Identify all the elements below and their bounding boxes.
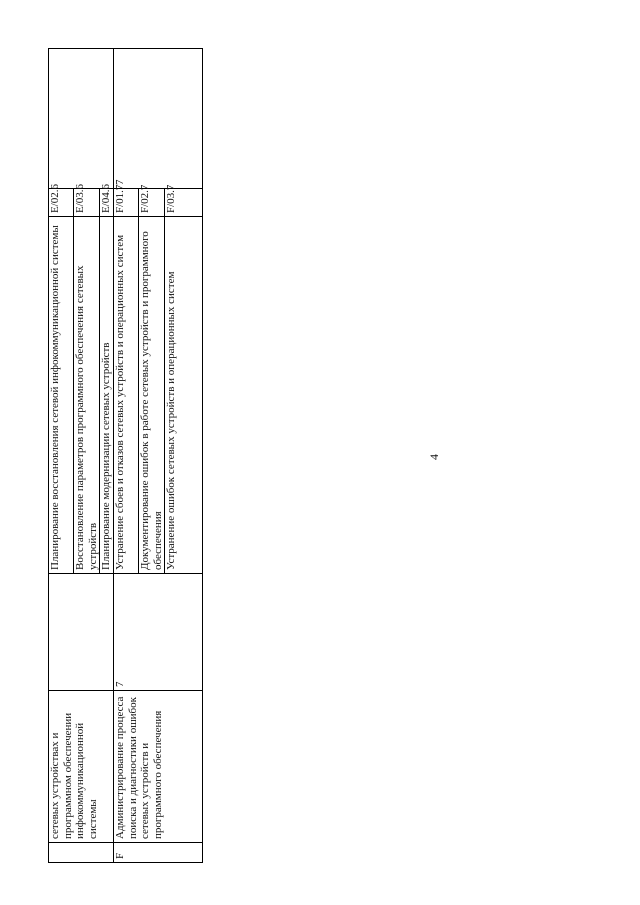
- function-name-cell: Устранение сбоев и отказов сетевых устройств и операционных систем: [114, 217, 139, 574]
- function-name-cell: Восстановление параметров программного обеспечения сетевых устройств: [74, 217, 100, 574]
- function-name-cell: Документирование ошибок в работе сетевых устройств и программного обеспечения: [139, 217, 165, 574]
- function-name-cell: Планирование восстановления сетевой инфокоммуникационной системы: [49, 217, 74, 574]
- function-name-cell: Устранение ошибок сетевых устройств и операционных систем: [165, 217, 203, 574]
- page-number: 4: [427, 454, 441, 460]
- group-code-cell: [49, 843, 114, 863]
- group-name-cell: сетевых устройствах и программном обеспечении инфокоммуникационной системы: [49, 691, 114, 843]
- group-code-cell: F: [114, 843, 203, 863]
- group-level-cell: 7: [114, 574, 203, 691]
- function-code-cell: E/04.6: [100, 189, 114, 217]
- table-row: [114, 49, 139, 863]
- function-code-cell: E/03.6: [74, 189, 100, 217]
- rotated-table-wrapper: [48, 49, 224, 863]
- function-code-cell: F/02.7: [139, 189, 165, 217]
- group-level-cell: [49, 574, 114, 691]
- table-row: [49, 49, 74, 863]
- function-code-cell: F/03.7: [165, 189, 203, 217]
- group-name-cell: Администрирование процесса поиска и диагностики ошибок сетевых устройств и программного обеспечения: [114, 691, 203, 843]
- function-code-cell: E/02.6: [49, 189, 74, 217]
- function-code-cell: F/01.7: [114, 189, 139, 217]
- function-name-cell: Планирование модернизации сетевых устройств: [100, 217, 114, 574]
- functions-table: [48, 48, 203, 863]
- sublevel-cell: [49, 49, 114, 189]
- sublevel-cell: 7: [114, 49, 203, 189]
